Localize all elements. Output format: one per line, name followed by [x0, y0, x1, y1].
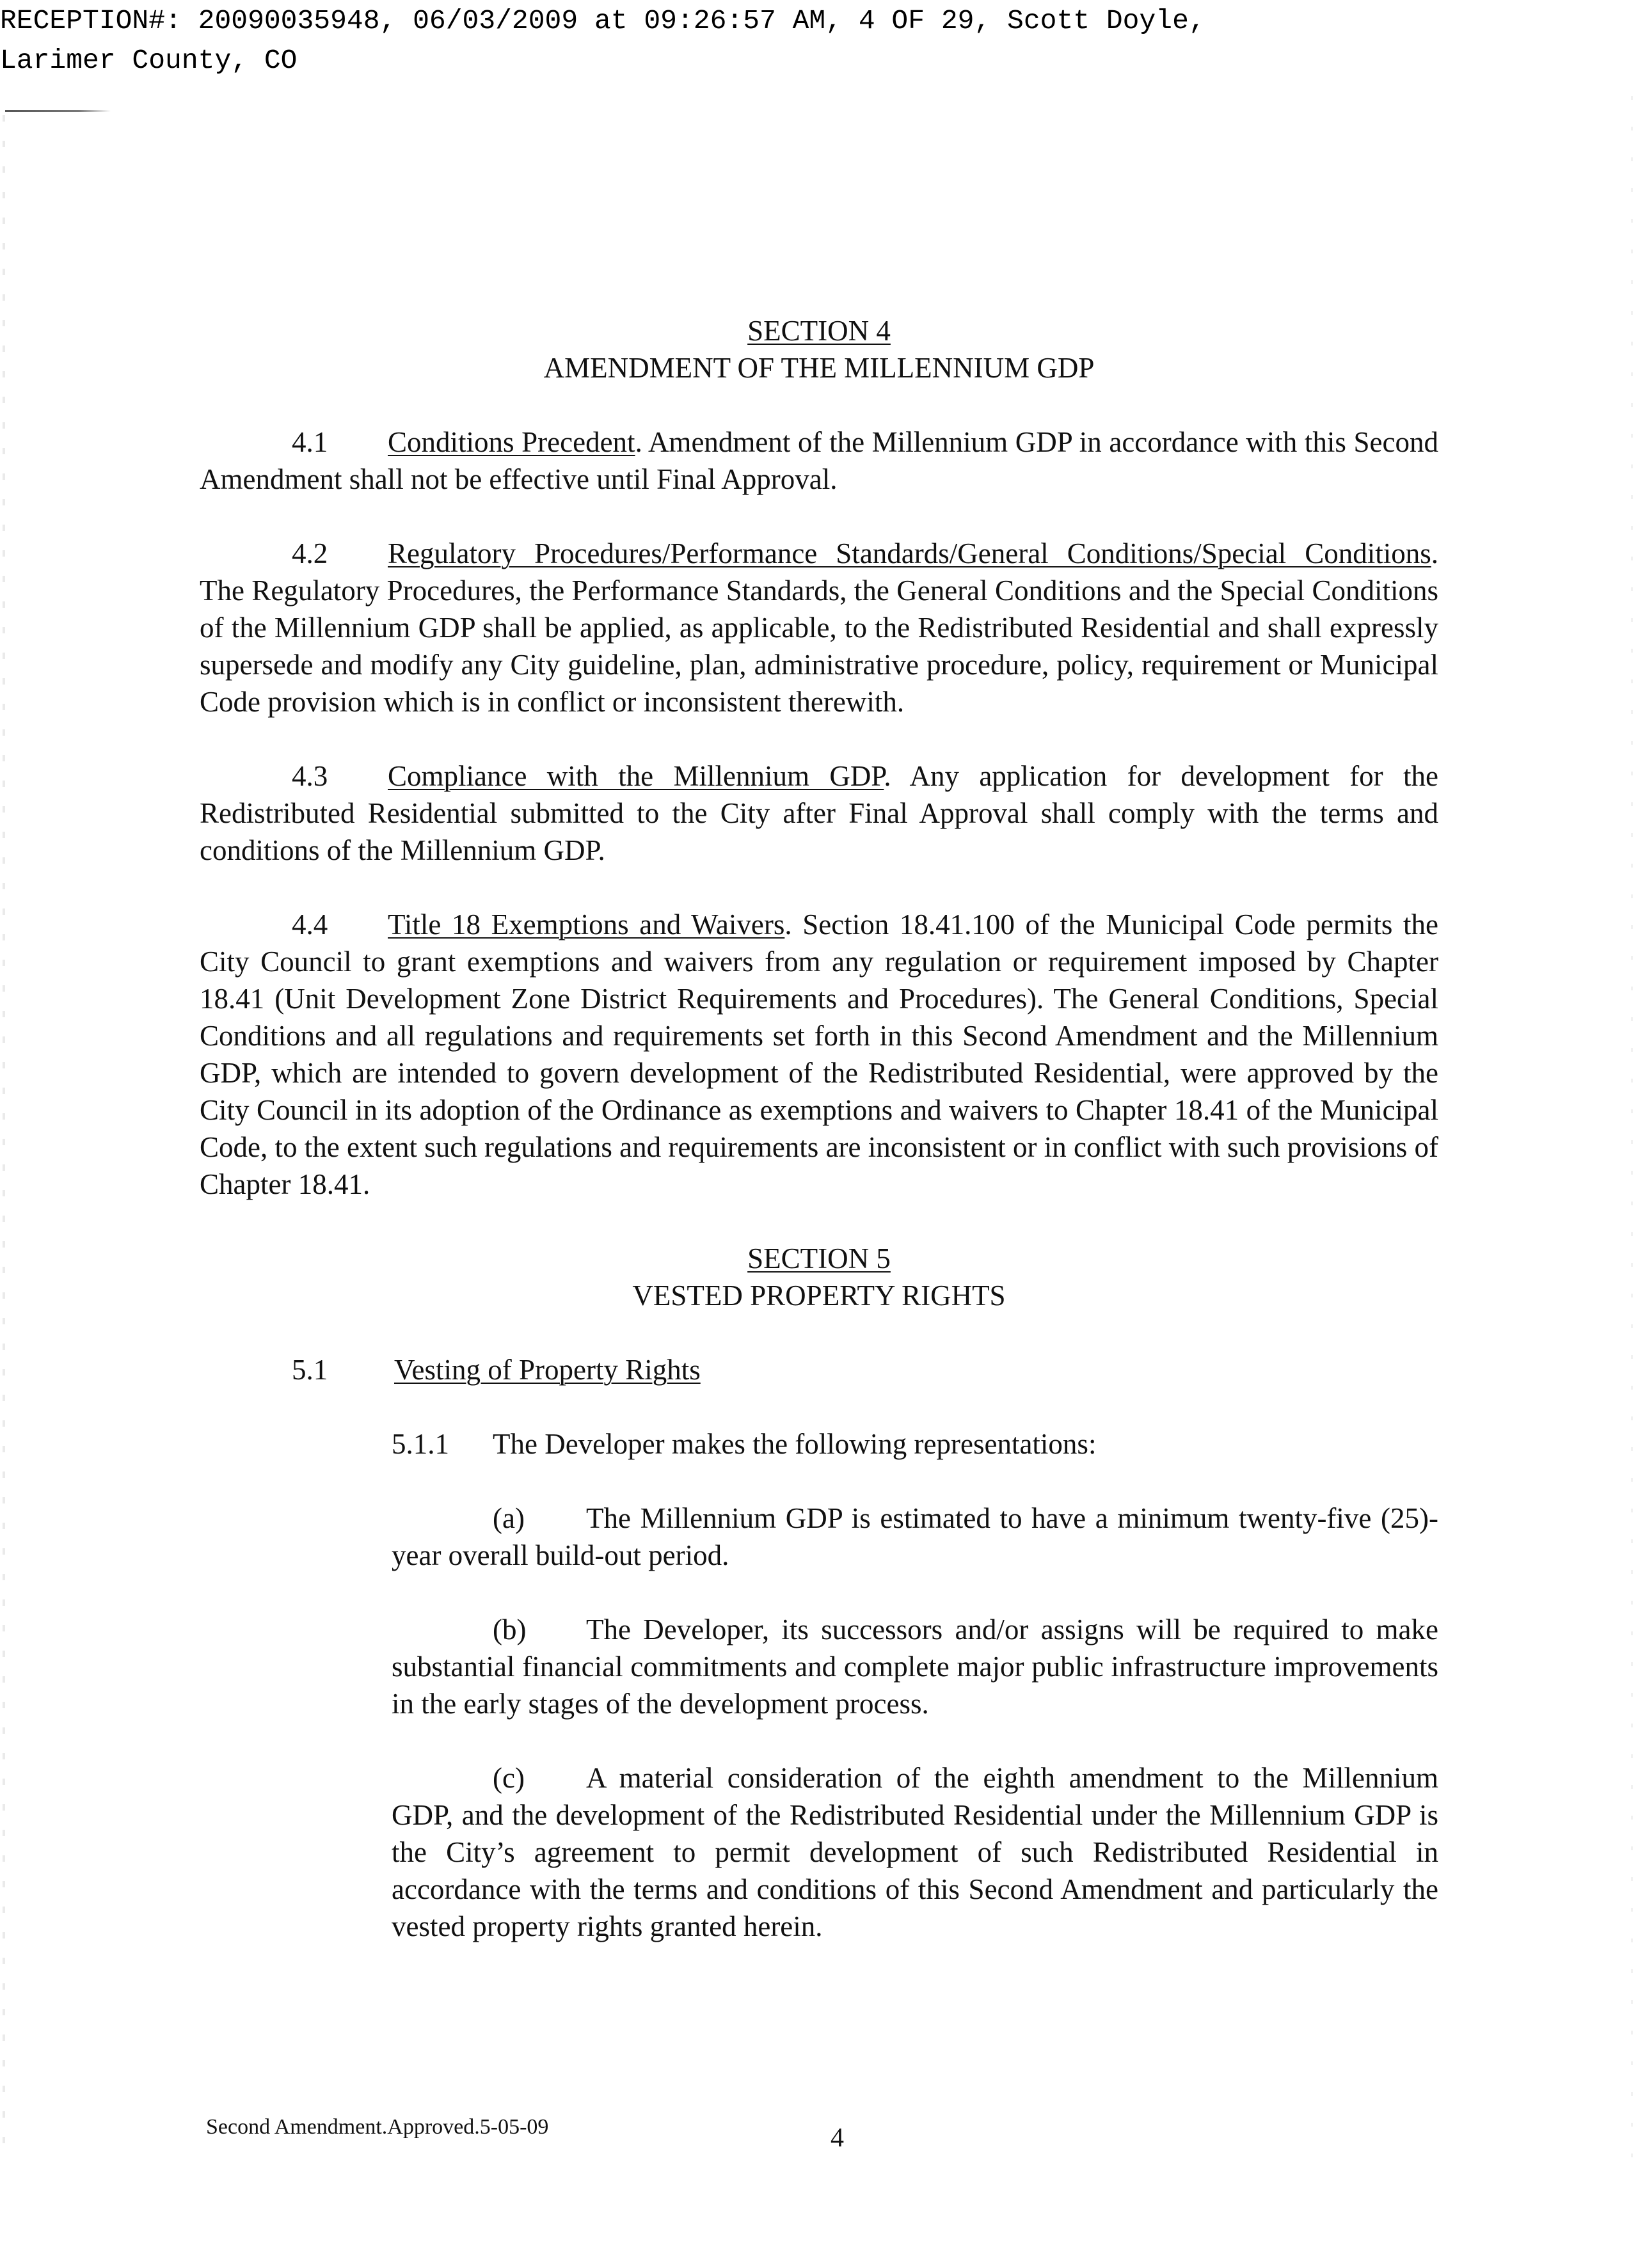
item-number: 5.1.1	[392, 1428, 449, 1460]
list-label: (c)	[493, 1762, 525, 1794]
document-body	[200, 312, 1438, 1982]
list-label: (b)	[493, 1614, 527, 1645]
section-5	[200, 1240, 1438, 1945]
item-text: The Developer makes the following representations:	[493, 1428, 1097, 1460]
paragraph-4-1	[200, 424, 1438, 498]
section-4-title: AMENDMENT OF THE MILLENNIUM GDP	[543, 352, 1095, 384]
subsection-5-1	[292, 1351, 1438, 1388]
paragraph-number: 4.4	[292, 908, 328, 940]
section-5-heading	[200, 1240, 1438, 1314]
list-item-a	[392, 1500, 1438, 1574]
paragraph-heading: Title 18 Exemptions and Waivers	[388, 908, 785, 940]
paragraph-text: . Any application for development for the Redistributed Residential submitted to the City after Final Approval shall comply with the terms and conditions of the Millennium GDP.	[200, 760, 1438, 866]
paragraph-text: . Section 18.41.100 of the Municipal Code permits the City Council to grant exemptions and waivers from any regulation or requirement imposed by Chapter 18.41 (Unit Development Zone District Requirements and Procedures). The General Conditions, Special Conditions and all regulations and requirements set forth in this Second Amendment and the Millennium GDP, which are intended to govern development of the Redistributed Residential, were approved by the City Council in its adoption of the Ordinance as exemptions and waivers to Chapter 18.41 of the Municipal Code, to the extent such regulations and requirements are inconsistent or in conflict with such provisions of Chapter 18.41.	[200, 908, 1438, 1200]
reception-stamp	[0, 1, 1205, 81]
paragraph-4-4	[200, 906, 1438, 1203]
paragraph-number: 4.2	[292, 537, 328, 569]
paragraph-number: 4.3	[292, 760, 328, 792]
paragraph-4-3	[200, 757, 1438, 869]
paragraph-number: 4.1	[292, 426, 328, 458]
paragraph-heading: Regulatory Procedures/Performance Standards/General Conditions/Special Conditions	[388, 537, 1431, 569]
item-5-1-1	[392, 1425, 1438, 1463]
paragraph-heading: Conditions Precedent	[388, 426, 635, 458]
scan-edge-left	[3, 115, 5, 2162]
section-4-heading	[200, 312, 1438, 386]
scan-mark	[5, 110, 111, 112]
section-5-title: VESTED PROPERTY RIGHTS	[632, 1280, 1006, 1312]
footer-document-name: Second Amendment.Approved.5-05-09	[206, 2115, 549, 2139]
subsection-heading: Vesting of Property Rights	[394, 1354, 701, 1386]
paragraph-text: . The Regulatory Procedures, the Performance Standards, the General Conditions and the Special Conditions of the Millennium GDP shall be applied, as applicable, to the Redistributed Residential and shall expressly supersede and modify any City guideline, plan, administrative procedure, policy, requirement or Municipal Code provision which is in conflict or inconsistent therewith.	[200, 537, 1438, 718]
section-4	[200, 312, 1438, 1203]
scan-edge-right	[1631, 96, 1633, 2175]
paragraph-text: . Amendment of the Millennium GDP in accordance with this Second Amendment shall not be effective until Final Approval.	[200, 426, 1438, 495]
section-4-number: SECTION 4	[747, 315, 891, 347]
paragraph-4-2	[200, 535, 1438, 720]
section-5-number: SECTION 5	[747, 1242, 891, 1274]
paragraph-heading: Compliance with the Millennium GDP	[388, 760, 884, 792]
list-text: A material consideration of the eighth amendment to the Millennium GDP, and the development of the Redistributed Residential under the Millennium GDP is the City’s agreement to permit development of such Redistributed Residential in accordance with the terms and conditions of this Second Amendment and particularly the vested property rights granted herein.	[392, 1762, 1438, 1942]
stamp-line-1: RECEPTION#: 20090035948, 06/03/2009 at 09:26:57 AM, 4 OF 29, Scott Doyle,	[0, 5, 1205, 36]
stamp-line-2: Larimer County, CO	[0, 45, 298, 76]
subsection-number: 5.1	[292, 1354, 328, 1386]
list-item-b	[392, 1611, 1438, 1722]
list-text: The Millennium GDP is estimated to have a minimum twenty-five (25)-year overall build-out period.	[392, 1502, 1438, 1571]
list-item-c	[392, 1759, 1438, 1945]
page-number: 4	[831, 2123, 844, 2153]
list-text: The Developer, its successors and/or assigns will be required to make substantial financial commitments and complete major public infrastructure improvements in the early stages of the development process.	[392, 1614, 1438, 1720]
list-label: (a)	[493, 1502, 525, 1534]
